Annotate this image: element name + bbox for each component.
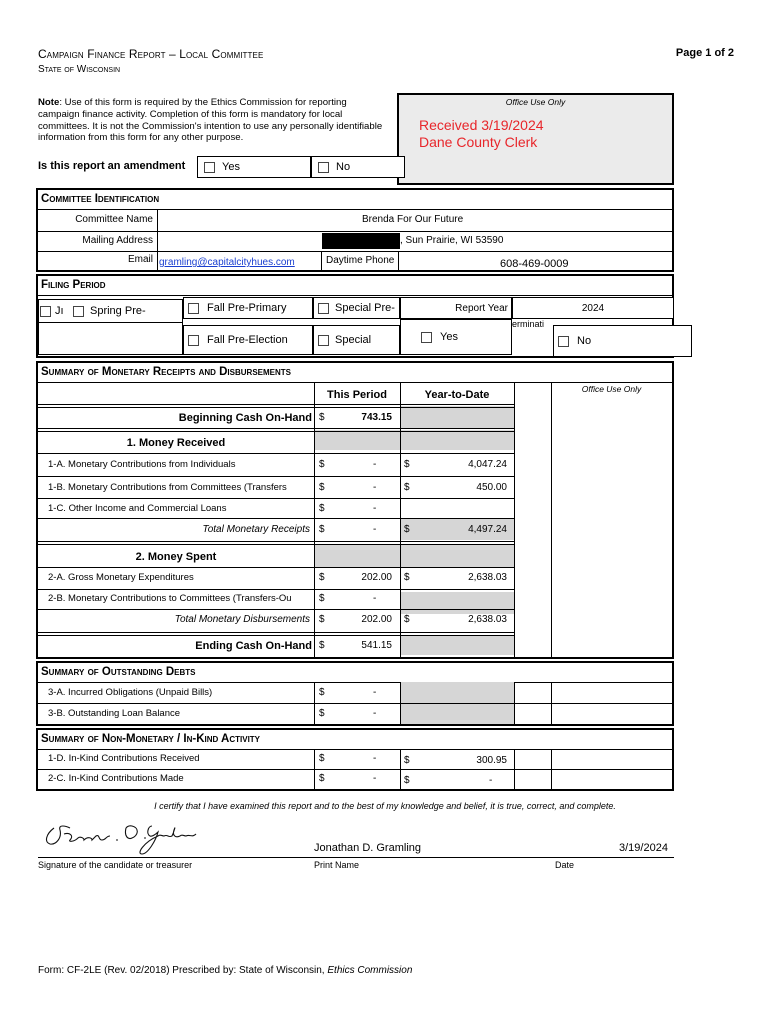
total-disbursements-ytd-dollar: $: [404, 614, 410, 625]
office-use-box: [397, 93, 674, 185]
filing-option-row2: [38, 323, 183, 355]
ending-cash-value[interactable]: 541.15: [361, 640, 392, 651]
row-3a-value[interactable]: -: [373, 687, 377, 698]
filing-spring-pre-label: Spring Pre-: [90, 305, 146, 317]
signature-date-value: 3/19/2024: [619, 842, 668, 854]
ending-cash-label: Ending Cash On-Hand: [195, 640, 312, 652]
row-1c-label: 1-C. Other Income and Commercial Loans: [48, 503, 227, 514]
row-2c-ytd[interactable]: -: [489, 775, 493, 786]
committee-identification-heading: Committee Identification: [38, 190, 672, 210]
filing-period-heading: Filing Period: [38, 276, 672, 296]
received-office: Dane County Clerk: [419, 134, 538, 150]
mailing-address-label: Mailing Address: [82, 235, 153, 246]
amendment-no-option[interactable]: [311, 156, 405, 178]
row-1d-label: 1-D. In-Kind Contributions Received: [48, 753, 200, 764]
row-2b-label: 2-B. Monetary Contributions to Committees (Transfers-Ou: [48, 593, 292, 604]
outstanding-debts-table: [38, 682, 672, 724]
row-3b-value[interactable]: -: [373, 708, 377, 719]
office-use-summary-label: Office Use Only: [581, 384, 642, 394]
total-receipts-period[interactable]: -: [373, 524, 377, 535]
note-label: Note: [38, 97, 60, 108]
signature-label: Signature of the candidate or treasurer: [38, 860, 193, 870]
total-receipts-period-dollar: $: [319, 524, 325, 535]
report-year-value: 2024: [581, 302, 605, 314]
form-note: [38, 97, 390, 144]
inkind-heading: Summary of Non-Monetary / In-Kind Activity: [38, 730, 672, 750]
termination-no-option[interactable]: [553, 325, 692, 357]
note-text: : Use of this form is required by the Ethics Commission for reporting campaign finance activity. Completion of this form is mandatory for local committees. It is not the Commission's intention to use any personally identifiable information from this form for any other purpose.: [38, 97, 383, 144]
form-subtitle: State of Wisconsin: [38, 64, 121, 75]
filing-option-special[interactable]: [313, 325, 400, 355]
office-use-label: Office Use Only: [505, 97, 566, 107]
committee-identification-section: [36, 188, 674, 272]
row-3a-label: 3-A. Incurred Obligations (Unpaid Bills): [48, 687, 213, 698]
print-name-label: Print Name: [314, 860, 360, 870]
row-2a-label: 2-A. Gross Monetary Expenditures: [48, 572, 194, 583]
row-1a-ytd-dollar: $: [404, 459, 410, 470]
col-this-period: This Period: [327, 389, 387, 401]
row-1d-period-dollar: $: [319, 753, 325, 764]
form-footer: [38, 965, 412, 976]
termination-yes-label: Yes: [440, 331, 458, 343]
filing-option-special-pre[interactable]: [313, 297, 400, 319]
row-1a-ytd[interactable]: 4,047.24: [468, 459, 507, 470]
amendment-no-checkbox[interactable]: [318, 162, 329, 173]
outstanding-debts-heading: Summary of Outstanding Debts: [38, 663, 672, 683]
termination-label: erminati: [512, 319, 560, 331]
money-received-heading: 1. Money Received: [126, 437, 226, 449]
row-1a-period-dollar: $: [319, 459, 325, 470]
page-number: Page 1 of 2: [675, 47, 734, 59]
date-label: Date: [555, 860, 575, 870]
row-2c-period[interactable]: -: [373, 773, 377, 784]
email-link[interactable]: gramling@capitalcityhues.com: [159, 257, 295, 268]
row-3a-dollar: $: [319, 687, 325, 698]
mailing-address-value[interactable]: , Sun Prairie, WI 53590: [400, 235, 504, 246]
amendment-no-label: No: [336, 161, 351, 173]
beginning-cash-value[interactable]: 743.15: [361, 412, 392, 423]
total-receipts-label: Total Monetary Receipts: [202, 524, 310, 535]
termination-yes-checkbox[interactable]: [421, 332, 432, 343]
email-label: Email: [127, 254, 153, 265]
row-1b-period[interactable]: -: [373, 482, 377, 493]
beginning-cash-label: Beginning Cash On-Hand: [178, 412, 312, 424]
row-1b-ytd[interactable]: 450.00: [476, 482, 507, 493]
signature-image: [40, 820, 200, 860]
report-year-label-cell: [400, 297, 512, 319]
filing-option-july[interactable]: [40, 305, 64, 317]
daytime-phone-value[interactable]: 608-469-0009: [500, 258, 569, 270]
row-1c-period-dollar: $: [319, 503, 325, 514]
redacted-address: [322, 233, 400, 249]
row-2c-ytd-dollar: $: [404, 775, 410, 786]
monetary-summary-table: [38, 382, 672, 657]
filing-option-fall-pre-primary[interactable]: [183, 297, 313, 319]
filing-special-pre-checkbox[interactable]: [318, 303, 329, 314]
row-1c-period[interactable]: -: [373, 503, 377, 514]
termination-no-checkbox[interactable]: [558, 336, 569, 347]
row-2a-ytd[interactable]: 2,638.03: [468, 572, 507, 583]
filing-fall-pre-election-label: Fall Pre-Election: [207, 334, 288, 346]
termination-no-label: No: [577, 335, 592, 347]
filing-july-label: Jı: [55, 305, 64, 317]
row-3b-dollar: $: [319, 708, 325, 719]
filing-fall-pre-primary-label: Fall Pre-Primary: [207, 302, 287, 314]
total-disbursements-period-dollar: $: [319, 614, 325, 625]
termination-yes-option[interactable]: [400, 319, 512, 355]
received-date: Received 3/19/2024: [419, 117, 544, 133]
footer-agency: Ethics Commission: [327, 965, 413, 976]
total-receipts-ytd[interactable]: 4,497.24: [468, 524, 507, 535]
amendment-yes-option[interactable]: [197, 156, 311, 178]
ending-cash-dollar: $: [319, 640, 325, 651]
monetary-summary-heading: Summary of Monetary Receipts and Disbursements: [38, 363, 672, 383]
print-name-value: Jonathan D. Gramling: [314, 842, 421, 854]
row-1b-label: 1-B. Monetary Contributions from Committees (Transfers: [48, 482, 287, 493]
footer-text: Form: CF-2LE (Rev. 02/2018) Prescribed by: State of Wisconsin,: [38, 965, 328, 976]
row-2a-period[interactable]: 202.00: [361, 572, 392, 583]
row-1b-period-dollar: $: [319, 482, 325, 493]
amendment-yes-checkbox[interactable]: [204, 162, 215, 173]
row-2a-ytd-dollar: $: [404, 572, 410, 583]
total-receipts-ytd-dollar: $: [404, 524, 410, 535]
report-year-label: Report Year: [455, 302, 508, 314]
filing-special-pre-label: Special Pre-: [335, 302, 395, 314]
inkind-table: [38, 749, 672, 789]
amendment-yes-label: Yes: [222, 161, 240, 173]
row-2c-label: 2-C. In-Kind Contributions Made: [48, 773, 184, 784]
filing-fall-pre-election-checkbox[interactable]: [188, 335, 199, 346]
row-1d-period[interactable]: -: [373, 753, 377, 764]
row-3b-label: 3-B. Outstanding Loan Balance: [48, 708, 181, 719]
row-1a-label: 1-A. Monetary Contributions from Individuals: [48, 459, 236, 470]
total-disbursements-period[interactable]: 202.00: [361, 614, 392, 625]
report-year-value-cell[interactable]: [512, 297, 674, 319]
filing-july-checkbox[interactable]: [40, 306, 51, 317]
row-1b-ytd-dollar: $: [404, 482, 410, 493]
filing-spring-pre-checkbox[interactable]: [73, 306, 84, 317]
row-2b-period[interactable]: -: [373, 593, 377, 604]
row-2a-period-dollar: $: [319, 572, 325, 583]
row-1d-ytd-dollar: $: [404, 755, 410, 766]
daytime-phone-label: Daytime Phone: [326, 255, 395, 266]
committee-name-label: Committee Name: [75, 214, 153, 225]
certification-text: I certify that I have examined this report and to the best of my knowledge and belief, it is true, correct, and complete.: [154, 801, 616, 811]
filing-option-fall-pre-election[interactable]: [183, 325, 313, 355]
amendment-question: Is this report an amendment: [38, 160, 186, 172]
money-spent-heading: 2. Money Spent: [135, 551, 217, 563]
filing-fall-pre-primary-checkbox[interactable]: [188, 303, 199, 314]
row-2b-period-dollar: $: [319, 593, 325, 604]
row-2c-period-dollar: $: [319, 773, 325, 784]
col-year-to-date: Year-to-Date: [424, 389, 490, 401]
filing-special-label: Special: [335, 334, 372, 346]
total-disbursements-ytd[interactable]: 2,638.03: [468, 614, 507, 625]
signature-line: [38, 857, 674, 858]
beginning-cash-dollar: $: [319, 412, 325, 423]
row-1d-ytd[interactable]: 300.95: [476, 755, 507, 766]
form-title: Campaign Finance Report – Local Committee: [38, 47, 264, 61]
total-disbursements-label: Total Monetary Disbursements: [174, 614, 310, 625]
received-stamp: [419, 117, 544, 151]
committee-name-value[interactable]: Brenda For Our Future: [362, 214, 464, 225]
filing-option-spring-pre[interactable]: [73, 305, 146, 317]
filing-special-checkbox[interactable]: [318, 335, 329, 346]
row-1a-period[interactable]: -: [373, 459, 377, 470]
